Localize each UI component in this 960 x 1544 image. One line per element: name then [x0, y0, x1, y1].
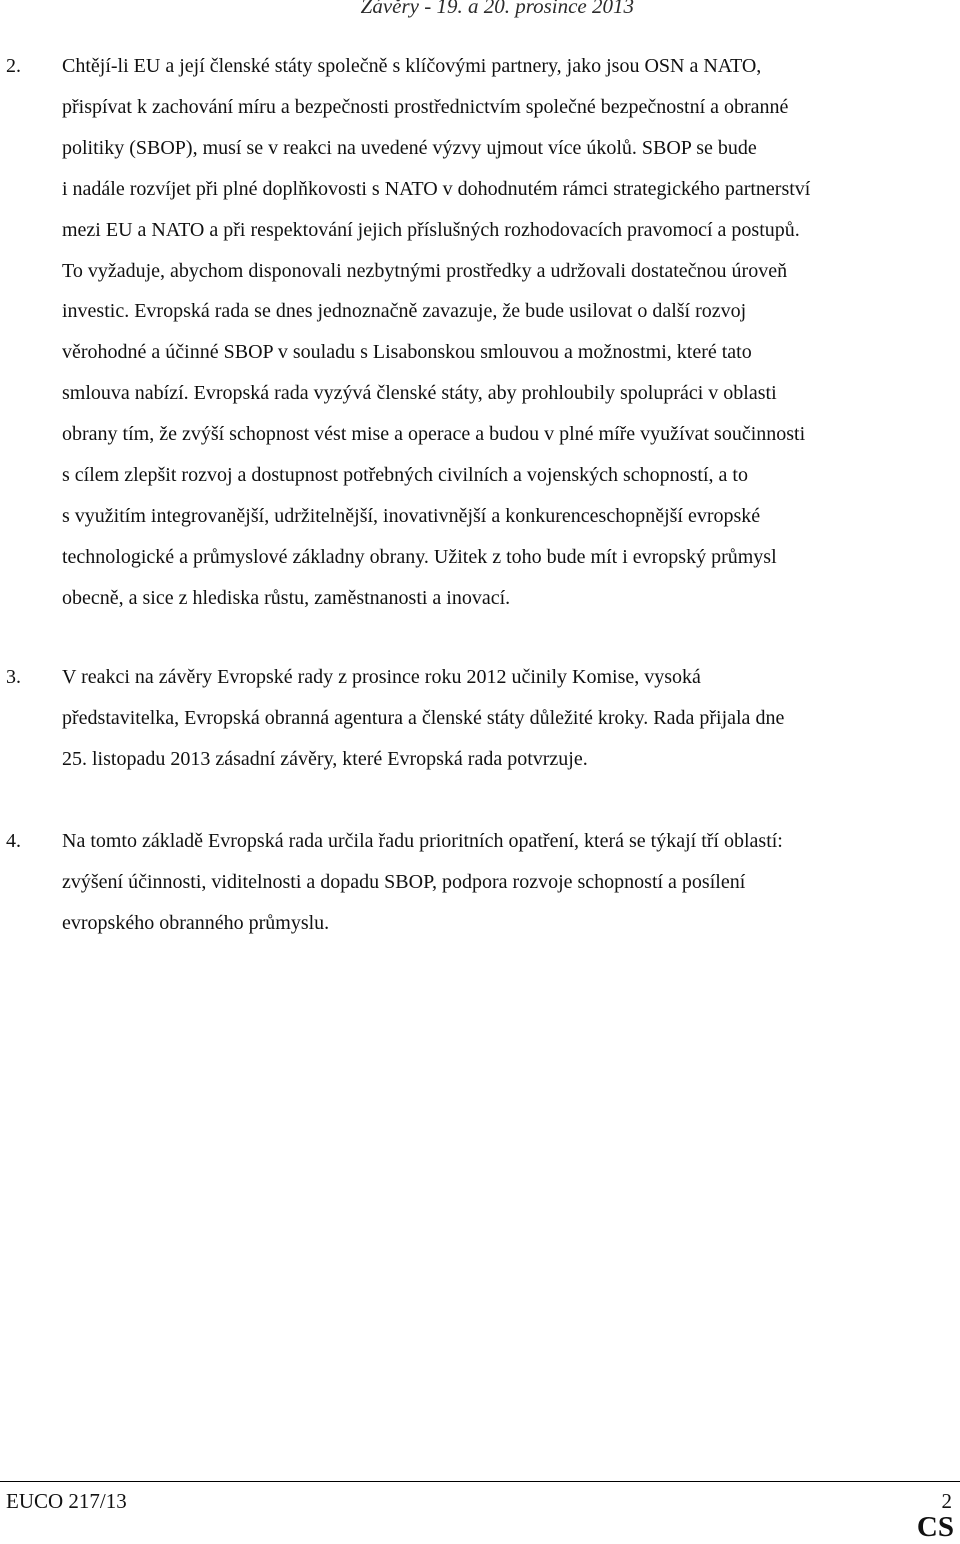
- text-line: technologické a průmyslové základny obrany. Užitek z toho bude mít i evropský průmysl: [62, 545, 777, 568]
- paragraph-text: [62, 821, 960, 944]
- text-line: smlouva nabízí. Evropská rada vyzývá členské státy, aby prohloubily spolupráci v oblasti: [62, 382, 777, 405]
- footer-document-ref: EUCO 217/13: [6, 1489, 127, 1513]
- text-line: politiky (SBOP), musí se v reakci na uvedené výzvy ujmout více úkolů. SBOP se bude: [62, 136, 757, 159]
- text-line: obecně, a sice z hlediska růstu, zaměstnanosti a inovací.: [62, 586, 511, 609]
- text-line: přispívat k zachování míru a bezpečnosti prostřednictvím společné bezpečnostní a obranné: [62, 95, 789, 118]
- running-header: Závěry - 19. a 20. prosince 2013: [360, 0, 634, 18]
- footer-divider: [0, 1481, 960, 1482]
- text-line: 25. listopadu 2013 zásadní závěry, které Evropská rada potvrzuje.: [62, 747, 588, 770]
- text-line: Chtějí-li EU a její členské státy společně s klíčovými partnery, jako jsou OSN a NATO,: [62, 55, 762, 77]
- text-line: zvýšení účinnosti, viditelnosti a dopadu SBOP, podpora rozvoje schopností a posílení: [62, 870, 746, 893]
- text-line: i nadále rozvíjet při plné doplňkovosti s NATO v dohodnutém rámci strategického partnerství: [62, 177, 811, 200]
- footer-page-number: 2: [941, 1489, 952, 1513]
- text-line: představitelka, Evropská obranná agentura a členské státy důležité kroky. Rada přijala dne: [62, 706, 785, 729]
- text-line: mezi EU a NATO a při respektování jejich příslušných rozhodovacích pravomocí a postupů.: [62, 218, 800, 241]
- text-line: To vyžaduje, abychom disponovali nezbytnými prostředky a udržovali dostatečnou úroveň: [62, 259, 788, 282]
- paragraph-text: [62, 657, 960, 780]
- text-line: věrohodné a účinné SBOP v souladu s Lisabonskou smlouvou a možnostmi, které tato: [62, 341, 752, 364]
- paragraph-number: 3.: [6, 666, 21, 688]
- text-line: obrany tím, že zvýší schopnost vést mise a operace a budou v plné míře využívat součinnosti: [62, 423, 806, 446]
- paragraph-text: [62, 46, 960, 619]
- paragraph-number: 4.: [6, 830, 21, 852]
- text-line: s cílem zlepšit rozvoj a dostupnost potřebných civilních a vojenských schopností, a to: [62, 464, 748, 487]
- paragraph-number: 2.: [6, 55, 21, 77]
- text-line: s využitím integrovanější, udržitelnější, inovativnější a konkurenceschopnější evropské: [62, 504, 761, 527]
- text-line: Na tomto základě Evropská rada určila řadu prioritních opatření, která se týkají tří oblastí:: [62, 830, 783, 852]
- footer-language-code: CS: [916, 1511, 954, 1543]
- text-line: evropského obranného průmyslu.: [62, 911, 330, 934]
- text-line: V reakci na závěry Evropské rady z prosince roku 2012 učinily Komise, vysoká: [62, 666, 701, 688]
- text-line: investic. Evropská rada se dnes jednoznačně zavazuje, že bude usilovat o další rozvoj: [62, 300, 747, 323]
